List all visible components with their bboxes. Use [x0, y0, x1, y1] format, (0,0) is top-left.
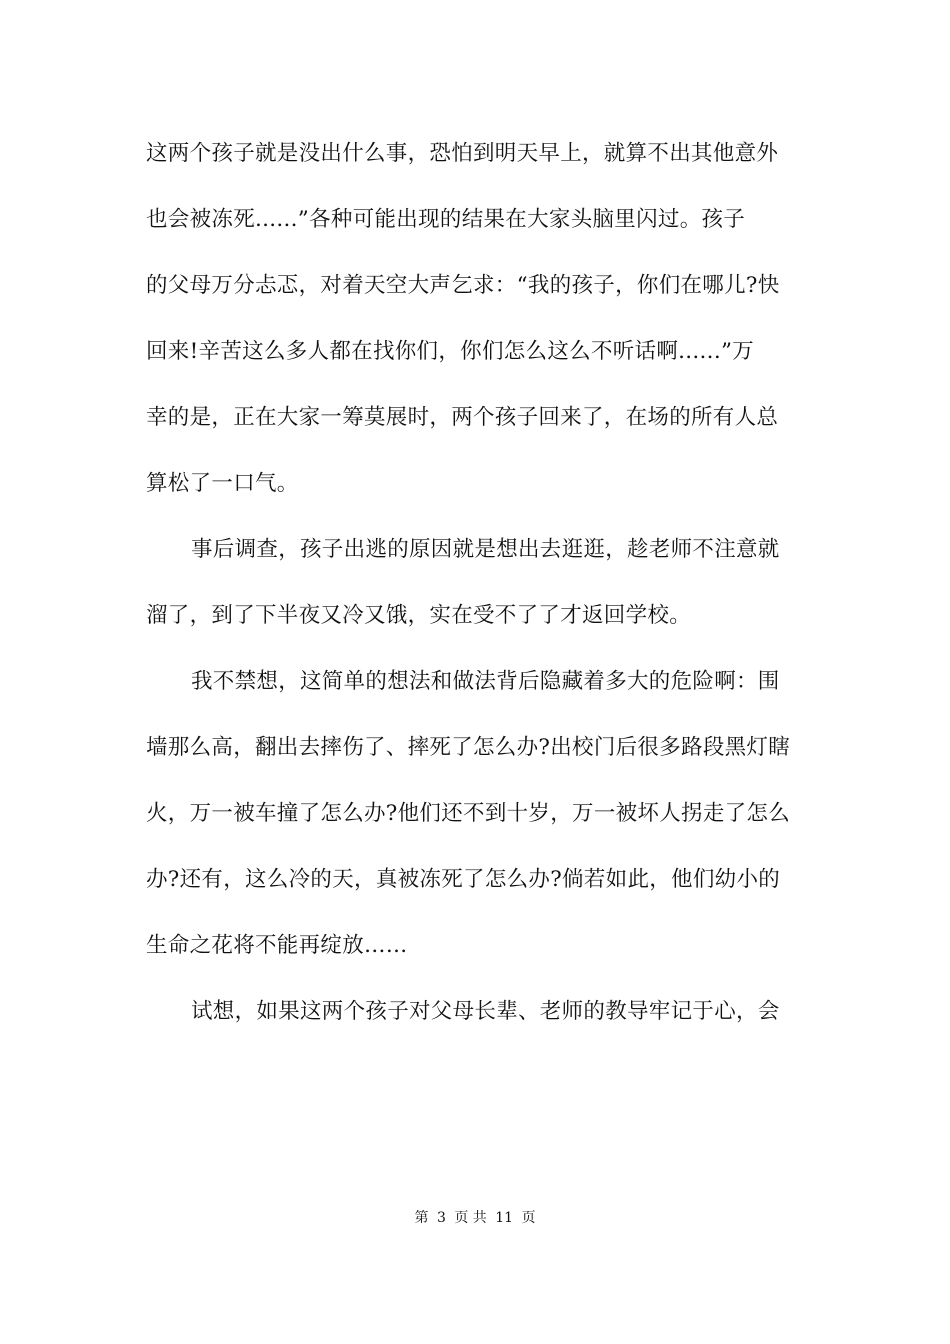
text-line: 墙那么高，翻出去摔伤了、摔死了怎么办?出校门后很多路段黑灯瞎: [146, 735, 791, 760]
text-line: 溜了，到了下半夜又冷又饿，实在受不了了才返回学校。: [146, 603, 692, 628]
text-line: 的父母万分忐忑，对着天空大声乞求：“我的孩子，你们在哪儿?快: [146, 273, 780, 298]
text-line: 回来!辛苦这么多人都在找你们，你们怎么这么不听话啊......”万: [146, 339, 755, 364]
text-line: 幸的是，正在大家一筹莫展时，两个孩子回来了，在场的所有人总: [146, 405, 779, 430]
footer-current-page: 3: [436, 1210, 446, 1226]
footer-suffix: 页: [521, 1210, 536, 1226]
paragraph-start-line: 事后调查，孩子出逃的原因就是想出去逛逛，趁老师不注意就: [191, 537, 780, 562]
footer-total-pages: 11: [495, 1210, 514, 1226]
text-line: 也会被冻死......”各种可能出现的结果在大家头脑里闪过。孩子: [146, 207, 746, 232]
footer-middle: 页 共: [454, 1210, 487, 1226]
footer-prefix: 第: [414, 1210, 429, 1226]
page-number-footer: [0, 1208, 950, 1228]
body-text: [146, 128, 806, 1052]
text-line: 生命之花将不能再绽放……: [146, 933, 408, 958]
text-line: 算松了一口气。: [146, 471, 299, 496]
paragraph-start-line: 试想，如果这两个孩子对父母长辈、老师的教导牢记于心，会: [191, 999, 780, 1024]
paragraph-start-line: 我不禁想，这简单的想法和做法背后隐藏着多大的危险啊：围: [191, 669, 780, 694]
text-line: 火，万一被车撞了怎么办?他们还不到十岁，万一被坏人拐走了怎么: [146, 801, 791, 826]
text-line: 办?还有，这么冷的天，真被冻死了怎么办?倘若如此，他们幼小的: [146, 867, 781, 892]
text-line: 这两个孩子就是没出什么事，恐怕到明天早上，就算不出其他意外: [146, 141, 779, 166]
